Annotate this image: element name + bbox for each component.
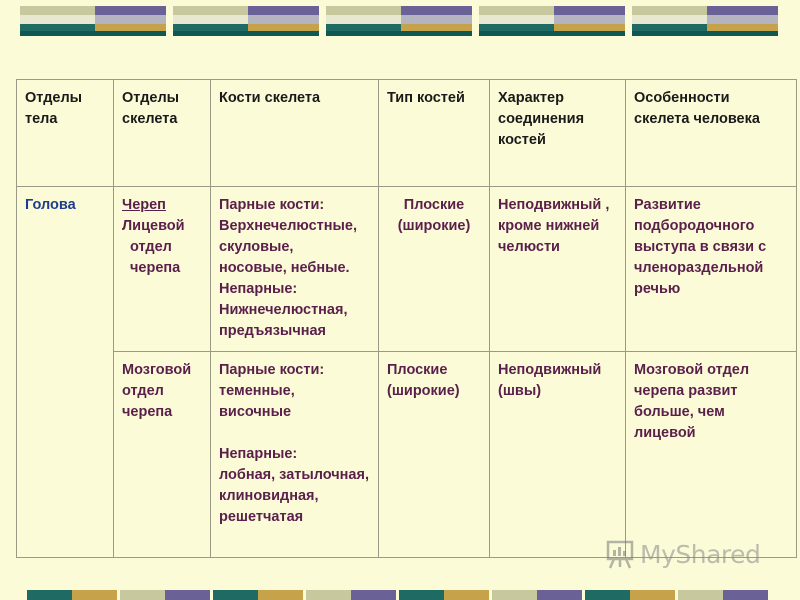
header-pattern-block xyxy=(173,6,319,36)
joint-type-cell: Неподвижный , кроме нижней челюсти xyxy=(490,187,626,352)
footer-decoration xyxy=(0,590,800,600)
header-cell: Характер соединения костей xyxy=(490,80,626,187)
watermark xyxy=(606,536,760,572)
bones-line: Нижнечелюстная, xyxy=(219,302,348,318)
footer-pattern-block xyxy=(678,590,768,600)
header-cell: Отделы тела xyxy=(17,80,114,187)
header-pattern-block xyxy=(632,6,778,36)
bones-line: Парные кости: xyxy=(219,197,325,213)
section-subtitle: отдел xyxy=(130,239,172,255)
section-title: Череп xyxy=(122,197,166,213)
feature-cell: Развитие подбородочного выступа в связи с членораздельной речью xyxy=(626,187,797,352)
header-cell: Отделы скелета xyxy=(114,80,211,187)
header-decoration xyxy=(0,6,800,36)
footer-pattern-block xyxy=(306,590,396,600)
bones-unpaired-list: лобная, затылочная, клиновидная, решетчатая xyxy=(219,467,369,525)
footer-pattern-block xyxy=(120,590,210,600)
header-cell: Тип костей xyxy=(379,80,490,187)
footer-pattern-block xyxy=(585,590,675,600)
table-row xyxy=(17,352,797,558)
watermark-text: MyShared xyxy=(640,539,761,569)
section-subtitle: черепа xyxy=(130,260,181,276)
header-cell: Кости скелета xyxy=(211,80,379,187)
bones-line: скуловые, xyxy=(219,239,294,255)
body-part-cell: Голова xyxy=(17,187,114,558)
bones-cell xyxy=(211,352,379,558)
bone-type-cell: Плоские (широкие) xyxy=(379,187,490,352)
presentation-board-icon xyxy=(606,539,634,569)
skeleton-table xyxy=(16,79,797,558)
feature-cell: Мозговой отдел черепа развит больше, чем лицевой xyxy=(626,352,797,558)
bones-line: Непарные: xyxy=(219,281,298,297)
bones-line: Верхнечелюстные, xyxy=(219,218,358,234)
section-subtitle: Лицевой xyxy=(122,218,185,234)
table-row xyxy=(17,187,797,352)
joint-type-cell: Неподвижный (швы) xyxy=(490,352,626,558)
header-pattern-block xyxy=(326,6,472,36)
header-pattern-block xyxy=(479,6,625,36)
skeleton-section-cell xyxy=(114,187,211,352)
bone-type-cell: Плоские (широкие) xyxy=(379,352,490,558)
bones-cell xyxy=(211,187,379,352)
bones-line: носовые, небные. xyxy=(219,260,350,276)
header-pattern-block xyxy=(20,6,166,36)
table-header-row xyxy=(17,80,797,187)
bones-paired-list: теменные, височные xyxy=(219,383,295,420)
header-cell: Особенности скелета человека xyxy=(626,80,797,187)
footer-pattern-block xyxy=(399,590,489,600)
footer-pattern-block xyxy=(27,590,117,600)
footer-pattern-block xyxy=(213,590,303,600)
bones-unpaired-title: Непарные: xyxy=(219,446,298,462)
bones-line: предъязычная xyxy=(219,323,327,339)
bones-paired-title: Парные кости: xyxy=(219,362,325,378)
footer-pattern-block xyxy=(492,590,582,600)
skeleton-section-cell: Мозговой отдел черепа xyxy=(114,352,211,558)
